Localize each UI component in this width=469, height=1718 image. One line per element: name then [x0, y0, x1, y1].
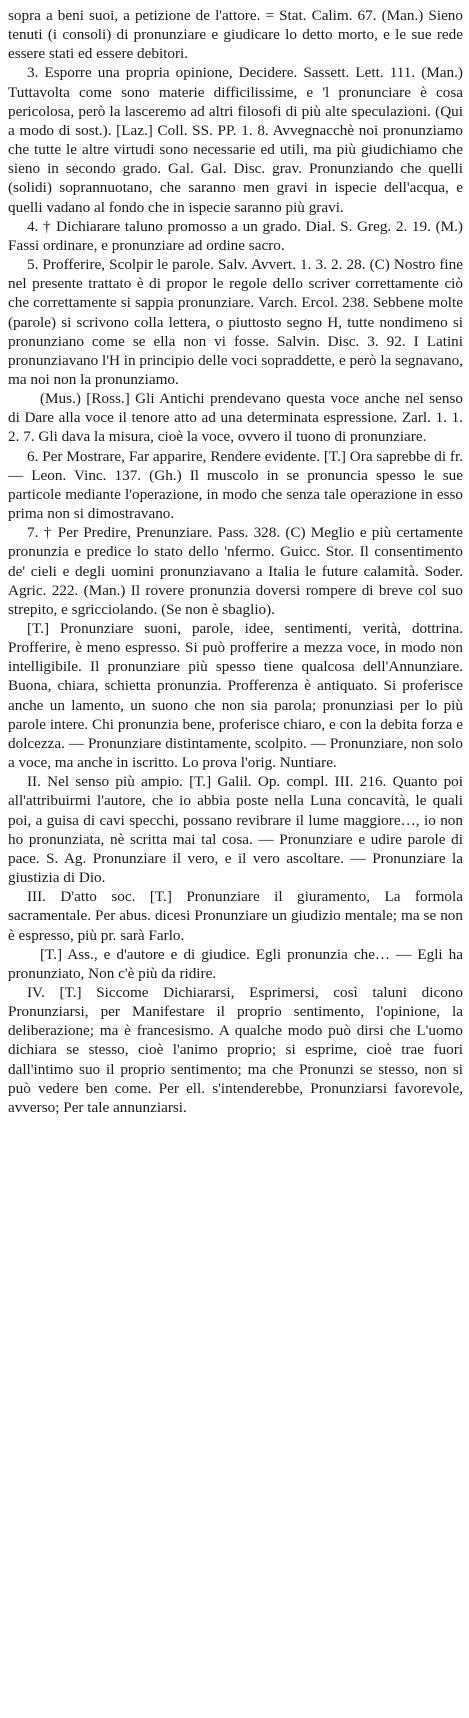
entry-paragraph-sense-II: II. Nel senso più ampio. [T.] Galil. Op. compl. III. 216. Quanto poi all'attribuirmi l'autore, che io abbia poste nella Luna concavità, le quali poi, a guisa di cavi specchi, possano revibrare il lume maggiore…, io non ho pronunziata, nè scritta mai tal cosa. — Pronunziare e udire parole di pace. S. Ag. Pronunziare il vero, e il vero ascoltare. — Pronunziare la giustizia di Dio.	[8, 773, 463, 887]
entry-paragraph-sense-4: 4. † Dichiarare taluno promosso a un grado. Dial. S. Greg. 2. 19. (M.) Fassi ordinare, e pronunziare ad ordine sacro.	[8, 217, 463, 254]
entry-paragraph-sense-III: III. D'atto soc. [T.] Pronunziare il giuramento, La formola sacramentale. Per abus. dicesi Pronunziare un giudizio mentale; ma se non è espresso, più pr. sarà Farlo.	[8, 888, 463, 944]
entry-paragraph-sense-IV: IV. [T.] Siccome Dichiararsi, Esprimersi, così taluni dicono Pronunziarsi, per Manifestare il proprio sentimento, l'opinione, la deliberazione; ma è francesismo. A qualche modo può dirsi che L'uomo dichiara se stesso, cioè l'animo proprio; si esprime, cioè trae fuori dall'intimo suo il proprio sentimento; ma che Pronunzi se stesso, non si può vedere ben come. Per ell. s'intenderebbe, Pronunziarsi favorevole, avverso; Per tale annunziarsi.	[8, 983, 463, 1116]
entry-paragraph-sense-7: 7. † Per Predire, Prenunziare. Pass. 328. (C) Meglio e più certamente pronunzia e predice lo stato dello 'nfermo. Guicc. Stor. Il consentimento de' cieli e degli uomini pronunziavano a Italia le future calamità. Soder. Agric. 222. (Man.) Il rovere pronunzia doversi rompere di breve col suo strepito, e sgricciolando. (Se non è sbaglio).	[8, 524, 463, 618]
entry-paragraph-continuation: sopra a beni suoi, a petizione de l'attore. = Stat. Calim. 67. (Man.) Sieno tenuti (i consoli) di pronunziare e giudicare lo detto morto, e le sue rede essere stati ed essere debitori.	[8, 7, 463, 63]
entry-paragraph-sense-5: 5. Profferire, Scolpir le parole. Salv. Avvert. 1. 3. 2. 28. (C) Nostro fine nel presente trattato è di propor le regole dello scriver correttamente ciò che correttamente si sappia pronunziare. Varch. Ercol. 238. Sebbene molte (parole) si scrivono colla lettera, o piuttosto segno H, tutte nondimeno si pronunziano come se ella non vi fosse. Salvin. Disc. 3. 92. I Latini pronunziavano l'H in principio delle voci sopraddette, e però la segnavano, ma noi non la pronunziamo.	[8, 256, 463, 388]
entry-paragraph-usage-note: [T.] Pronunziare suoni, parole, idee, sentimenti, verità, dottrina. Profferire, è meno espresso. Si può profferire a mezza voce, in modo non intelligibile. Il pronunziare più spesso tiene qualcosa dell'Annunziare. Buona, chiara, schietta pronunzia. Profferenza è antiquato. Si proferisce anche un lamento, un suono che non sia parola; pronunziasi per lo più parole intere. Chi pronunzia bene, proferisce chiaro, e con la debita forza e dolcezza. — Pronunziare distintamente, scolpito. — Pronunziare, non solo a voce, ma anche in iscritto. Lo prova l'orig. Nuntiare.	[8, 620, 463, 772]
entry-paragraph-music-note: (Mus.) [Ross.] Gli Antichi prendevano questa voce anche nel senso di Dare alla voce il tenore atto ad una determinata espressione. Zarl. 1. 1. 2. 7. Gli dava la misura, cioè la voce, ovvero il tuono di pronunziare.	[8, 390, 463, 446]
entry-paragraph-sense-3: 3. Esporre una propria opinione, Decidere. Sassett. Lett. 111. (Man.) Tuttavolta come sono materie difficilissime, e 'l pronunciare è cosa pericolosa, però la lasceremo ad altri filosofi di più alte speculazioni. (Qui a modo di sost.). [Laz.] Coll. SS. PP. 1. 8. Avvegnacchè noi pronunziamo che tutte le altre virtudi sono necessarie ed utili, ma più giudichiamo che sieno in secondo grado. Gal. Gal. Disc. grav. Pronunziando che quelli (solidi) soprannuotano, che saranno men gravi in ispecie dell'acqua, e quelli vadano al fondo che in ispecie saranno più gravi.	[8, 64, 463, 216]
entry-paragraph-absolute-use: [T.] Ass., e d'autore e di giudice. Egli pronunzia che… — Egli ha pronunziato, Non c'è più da ridire.	[8, 945, 463, 982]
entry-paragraph-sense-6: 6. Per Mostrare, Far apparire, Rendere evidente. [T.] Ora saprebbe di fr. — Leon. Vinc. 137. (Gh.) Il muscolo in se pronuncia spesso le sue particole mediante l'operazione, in modo che senza tale operazione in esso prima non si dimostravano.	[8, 447, 463, 523]
